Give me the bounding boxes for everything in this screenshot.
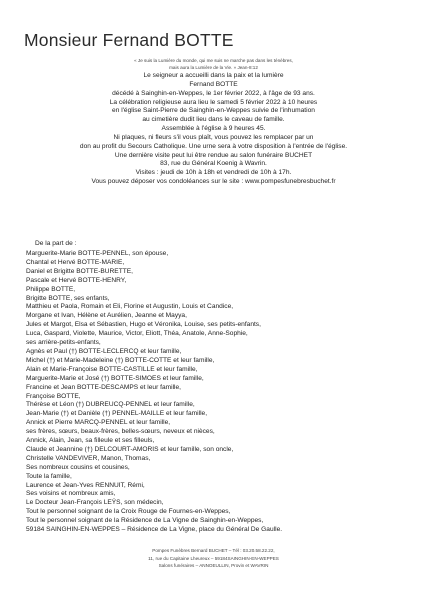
- announcement-line: Une dernière visite peut lui être rendue au salon funéraire BUCHET: [114, 151, 313, 159]
- family-line: Ses nombreux cousins et cousines,: [26, 463, 130, 471]
- family-line: Claude et Jeannine (†) DELCOURT-AMORIS et leur famille, son oncle,: [26, 445, 234, 453]
- family-line: Agnès et Paul (†) BOTTE-LECLERCQ et leur famille,: [26, 347, 182, 355]
- announcement-line: La célébration religieuse aura lieu le samedi 5 février 2022 à 10 heures: [109, 98, 318, 106]
- family-line: Jules et Margot, Elsa et Sébastien, Hugo et Véronika, Louise, ses petits-enfants,: [26, 321, 261, 329]
- family-line: Ses voisins et nombreux amis,: [26, 490, 116, 498]
- funeral-home-footer: [0, 547, 427, 570]
- announcement-line: en l'église Saint-Pierre de Sainghin-en-Weppes suivie de l'inhumation: [112, 107, 315, 115]
- announcement-line: Visites : jeudi de 10h à 18h et vendredi de 10h à 17h.: [135, 169, 292, 177]
- family-line: Jean-Marie (†) et Danièle (†) PENNEL-MAILLE et leur famille,: [26, 410, 208, 418]
- funeral-announcement: [0, 72, 427, 187]
- family-line: Daniel et Brigitte BOTTE-BURETTE,: [26, 267, 133, 275]
- family-line: Tout le personnel soignant de la Résidence de La Vigne de Sainghin-en-Weppes,: [26, 517, 264, 525]
- family-intro: De la part de :: [35, 240, 77, 247]
- page-title: Monsieur Fernand BOTTE: [24, 30, 234, 50]
- announcement-line: Fernand BOTTE: [189, 80, 238, 88]
- family-list: [26, 250, 416, 535]
- announcement-line: 83, rue du Général Koenig à Wavrin.: [160, 160, 267, 168]
- announcement-line: don au profit du Secours Catholique. Une urne sera à votre disposition à l'entrée de l'église.: [79, 142, 348, 150]
- family-line: Francine et Jean BOTTE-DESCAMPS et leur famille,: [26, 383, 182, 391]
- family-line: Matthieu et Paola, Romain et Eli, Florine et Augustin, Louis et Candice,: [26, 303, 234, 311]
- family-line: Michel (†) et Marie-Madeleine (†) BOTTE-COTTE et leur famille,: [26, 356, 215, 364]
- family-line: Annick, Alain, Jean, sa filleule et ses filleuls,: [26, 437, 155, 445]
- family-line: Thérèse et Léon (†) DUBREUCQ-PENNEL et leur famille,: [26, 401, 195, 409]
- footer-line: 11, rue du Capitaine Lheureux – 59184SAINGHIN-EN-WEPPES: [148, 555, 279, 561]
- family-line: Luca, Gaspard, Violette, Maurice, Victor, Eliott, Théa, Anatole, Anne-Sophie,: [26, 330, 248, 338]
- announcement-line: au cimetière dudit lieu dans le caveau de famille.: [142, 116, 285, 124]
- announcement-line: Le seigneur a accueilli dans la paix et la lumière: [143, 72, 284, 79]
- announcement-line: Ni plaques, ni fleurs s'il vous plaît, vous pouvez les remplacer par un: [113, 133, 314, 141]
- family-line: Marguerite-Marie et José (†) BOTTE-SIMOES et leur famille,: [26, 374, 204, 382]
- bible-quote: [0, 57, 427, 72]
- family-line: ses arrière-petits-enfants,: [26, 339, 101, 347]
- quote-line: mais aura la Lumière de la Vie. » Jean-8:12: [169, 65, 258, 71]
- quote-line: « Je suis la Lumière du monde, qui me suis ne marche pas dans les ténèbres,: [134, 58, 293, 63]
- family-line: Annick et Pierre MARCQ-PENNEL et leur famille,: [26, 419, 171, 427]
- family-line: Chantal et Hervé BOTTE-MARIE,: [26, 258, 125, 266]
- family-line: Alain et Marie-Françoise BOTTE-CASTILLE et leur famille,: [26, 365, 198, 373]
- family-line: Pascale et Hervé BOTTE-HENRY,: [26, 276, 127, 284]
- family-line: Marguerite-Marie BOTTE-PENNEL, son épouse,: [26, 250, 169, 257]
- announcement-line: Vous pouvez déposer vos condoléances sur le site : www.pompesfunebresbuchet.fr: [91, 178, 336, 186]
- family-line: Christelle VANDEVIVER, Manon, Thomas,: [26, 454, 151, 462]
- family-line: Laurence et Jean-Yves RENNUIT, Rémi,: [26, 481, 145, 489]
- family-line: 59184 SAINGHIN-EN-WEPPES – Résidence de La Vigne, place du Général De Gaulle.: [26, 526, 283, 534]
- announcement-line: Assemblée à l'église à 9 heures 45.: [161, 125, 266, 133]
- footer-line: Salons funéraires – ANNOEULLIN, Provin et WAVRIN: [158, 563, 269, 569]
- family-line: Le Docteur Jean-François LEŸS, son médecin,: [26, 499, 164, 507]
- family-line: Brigitte BOTTE, ses enfants,: [26, 294, 110, 302]
- family-line: Morgane et Ivan, Hélène et Aurélien, Jeanne et Mayya,: [26, 312, 187, 320]
- announcement-line: décédé à Sainghin-en-Weppes, le 1er février 2022, à l'âge de 93 ans.: [112, 89, 315, 97]
- family-line: Toute la famille,: [26, 472, 72, 480]
- family-line: Philippe BOTTE,: [26, 285, 76, 293]
- family-line: Françoise BOTTE,: [26, 392, 81, 400]
- family-line: Tout le personnel soignant de la Croix Rouge de Fournes-en-Weppes,: [26, 508, 231, 516]
- family-line: ses frères, sœurs, beaux-frères, belles-sœurs, neveux et nièces,: [26, 428, 215, 436]
- footer-line: Pompes Funèbres Bernard BUCHET – Tél : 03.20.58.22.22,: [152, 548, 275, 553]
